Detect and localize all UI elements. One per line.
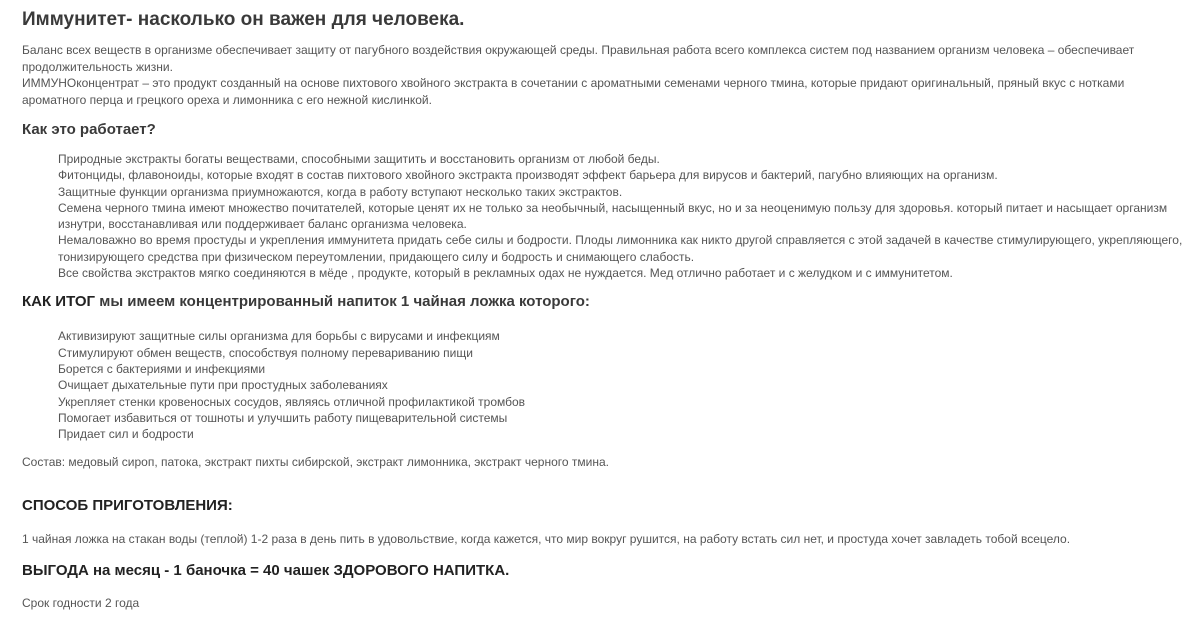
intro-section	[22, 42, 1182, 108]
how-it-works-heading: Как это работает?	[22, 121, 156, 138]
composition-text: Состав: медовый сироп, патока, экстракт пихты сибирской, экстракт лимонника, экстракт черного тмина.	[22, 455, 609, 470]
list-item: Стимулируют обмен веществ, способствуя полному перевариванию пищи	[58, 345, 473, 360]
list-item: Борется с бактериями и инфекциями	[58, 361, 266, 376]
list-item: Семена черного тмина имеют множество почитателей, которые ценят их не только за необычный, насыщенный вкус, но и за неоценимую пользу для здоровья. который питает и насыщает организм изнутри, восстанавливая или поддерживает баланс организма человека.	[58, 200, 1168, 232]
list-item: Активизируют защитные силы организма для борьбы с вирусами и инфекциям	[58, 329, 500, 344]
result-heading-rest: мы имеем концентрированный напиток 1 чайная ложка которого:	[95, 293, 590, 311]
how-it-works-list	[22, 151, 1200, 281]
list-item: Все свойства экстрактов мягко соединяются в мёде , продукте, который в рекламных одах не нуждается. Мед отлично работает и с желудком и с иммунитетом.	[58, 266, 953, 281]
intro-paragraph: Баланс всех веществ в организме обеспечивает защиту от пагубного воздействия окружающей среды. Правильная работа всего комплекса систем под названием организм человека – обеспечивает продолжительность жизни.	[22, 43, 1135, 74]
result-heading-strong: КАК ИТОГ	[22, 293, 96, 311]
list-item: Придает сил и бодрости	[58, 427, 194, 442]
list-item: Защитные функции организма приумножаются, когда в работу вступают несколько таких экстрактов.	[58, 184, 623, 199]
list-item: Очищает дыхательные пути при простудных заболеваниях	[58, 378, 388, 393]
method-text: 1 чайная ложка на стакан воды (теплой) 1-2 раза в день пить в удовольствие, когда кажется, что мир вокруг рушится, на работу встать сил нет, и простуда хочет завладеть тобой всецело.	[22, 532, 1071, 547]
list-item: Фитонциды, флавоноиды, которые входят в состав пихтового хвойного экстракта производят эффект барьера для вирусов и бактерий, пагубно влияющих на организм.	[58, 168, 998, 183]
list-item: Укрепляет стенки кровеносных сосудов, являясь отличной профилактикой тромбов	[58, 394, 526, 409]
list-item: Немаловажно во время простуды и укрепления иммунитета придать себе силы и бодрости. Плоды лимонника как никто другой справляется с этой задачей в качестве стимулирующего, укрепляющего, тонизирующего средства при физическом переутомлении, придающего силу и бодрость и снимающего слабость.	[58, 233, 1183, 264]
shelf-life-text: Срок годности 2 года	[22, 595, 140, 610]
list-item: Помогает избавиться от тошноты и улучшить работу пищеварительной системы	[58, 410, 508, 425]
benefit-heading: ВЫГОДА на месяц - 1 баночка = 40 чашек ЗДОРОВОГО НАПИТКА.	[22, 561, 510, 579]
result-list	[22, 328, 1200, 442]
list-item: Природные экстракты богаты веществами, способными защитить и восстановить организм от любой беды.	[58, 152, 660, 166]
result-heading	[22, 293, 1200, 311]
method-heading: СПОСОБ ПРИГОТОВЛЕНИЯ:	[22, 497, 233, 515]
page-title: Иммунитет- насколько он важен для человека.	[22, 9, 465, 30]
intro-paragraph: ИММУНОконцентрат – это продукт созданный на основе пихтового хвойного экстракта в сочетании с ароматными семенами черного тмина, которые придают оригинальный, пряный вкус с нотками ароматного перца и грецкого ореха и лимонника с его нежной кислинкой.	[22, 76, 1125, 107]
